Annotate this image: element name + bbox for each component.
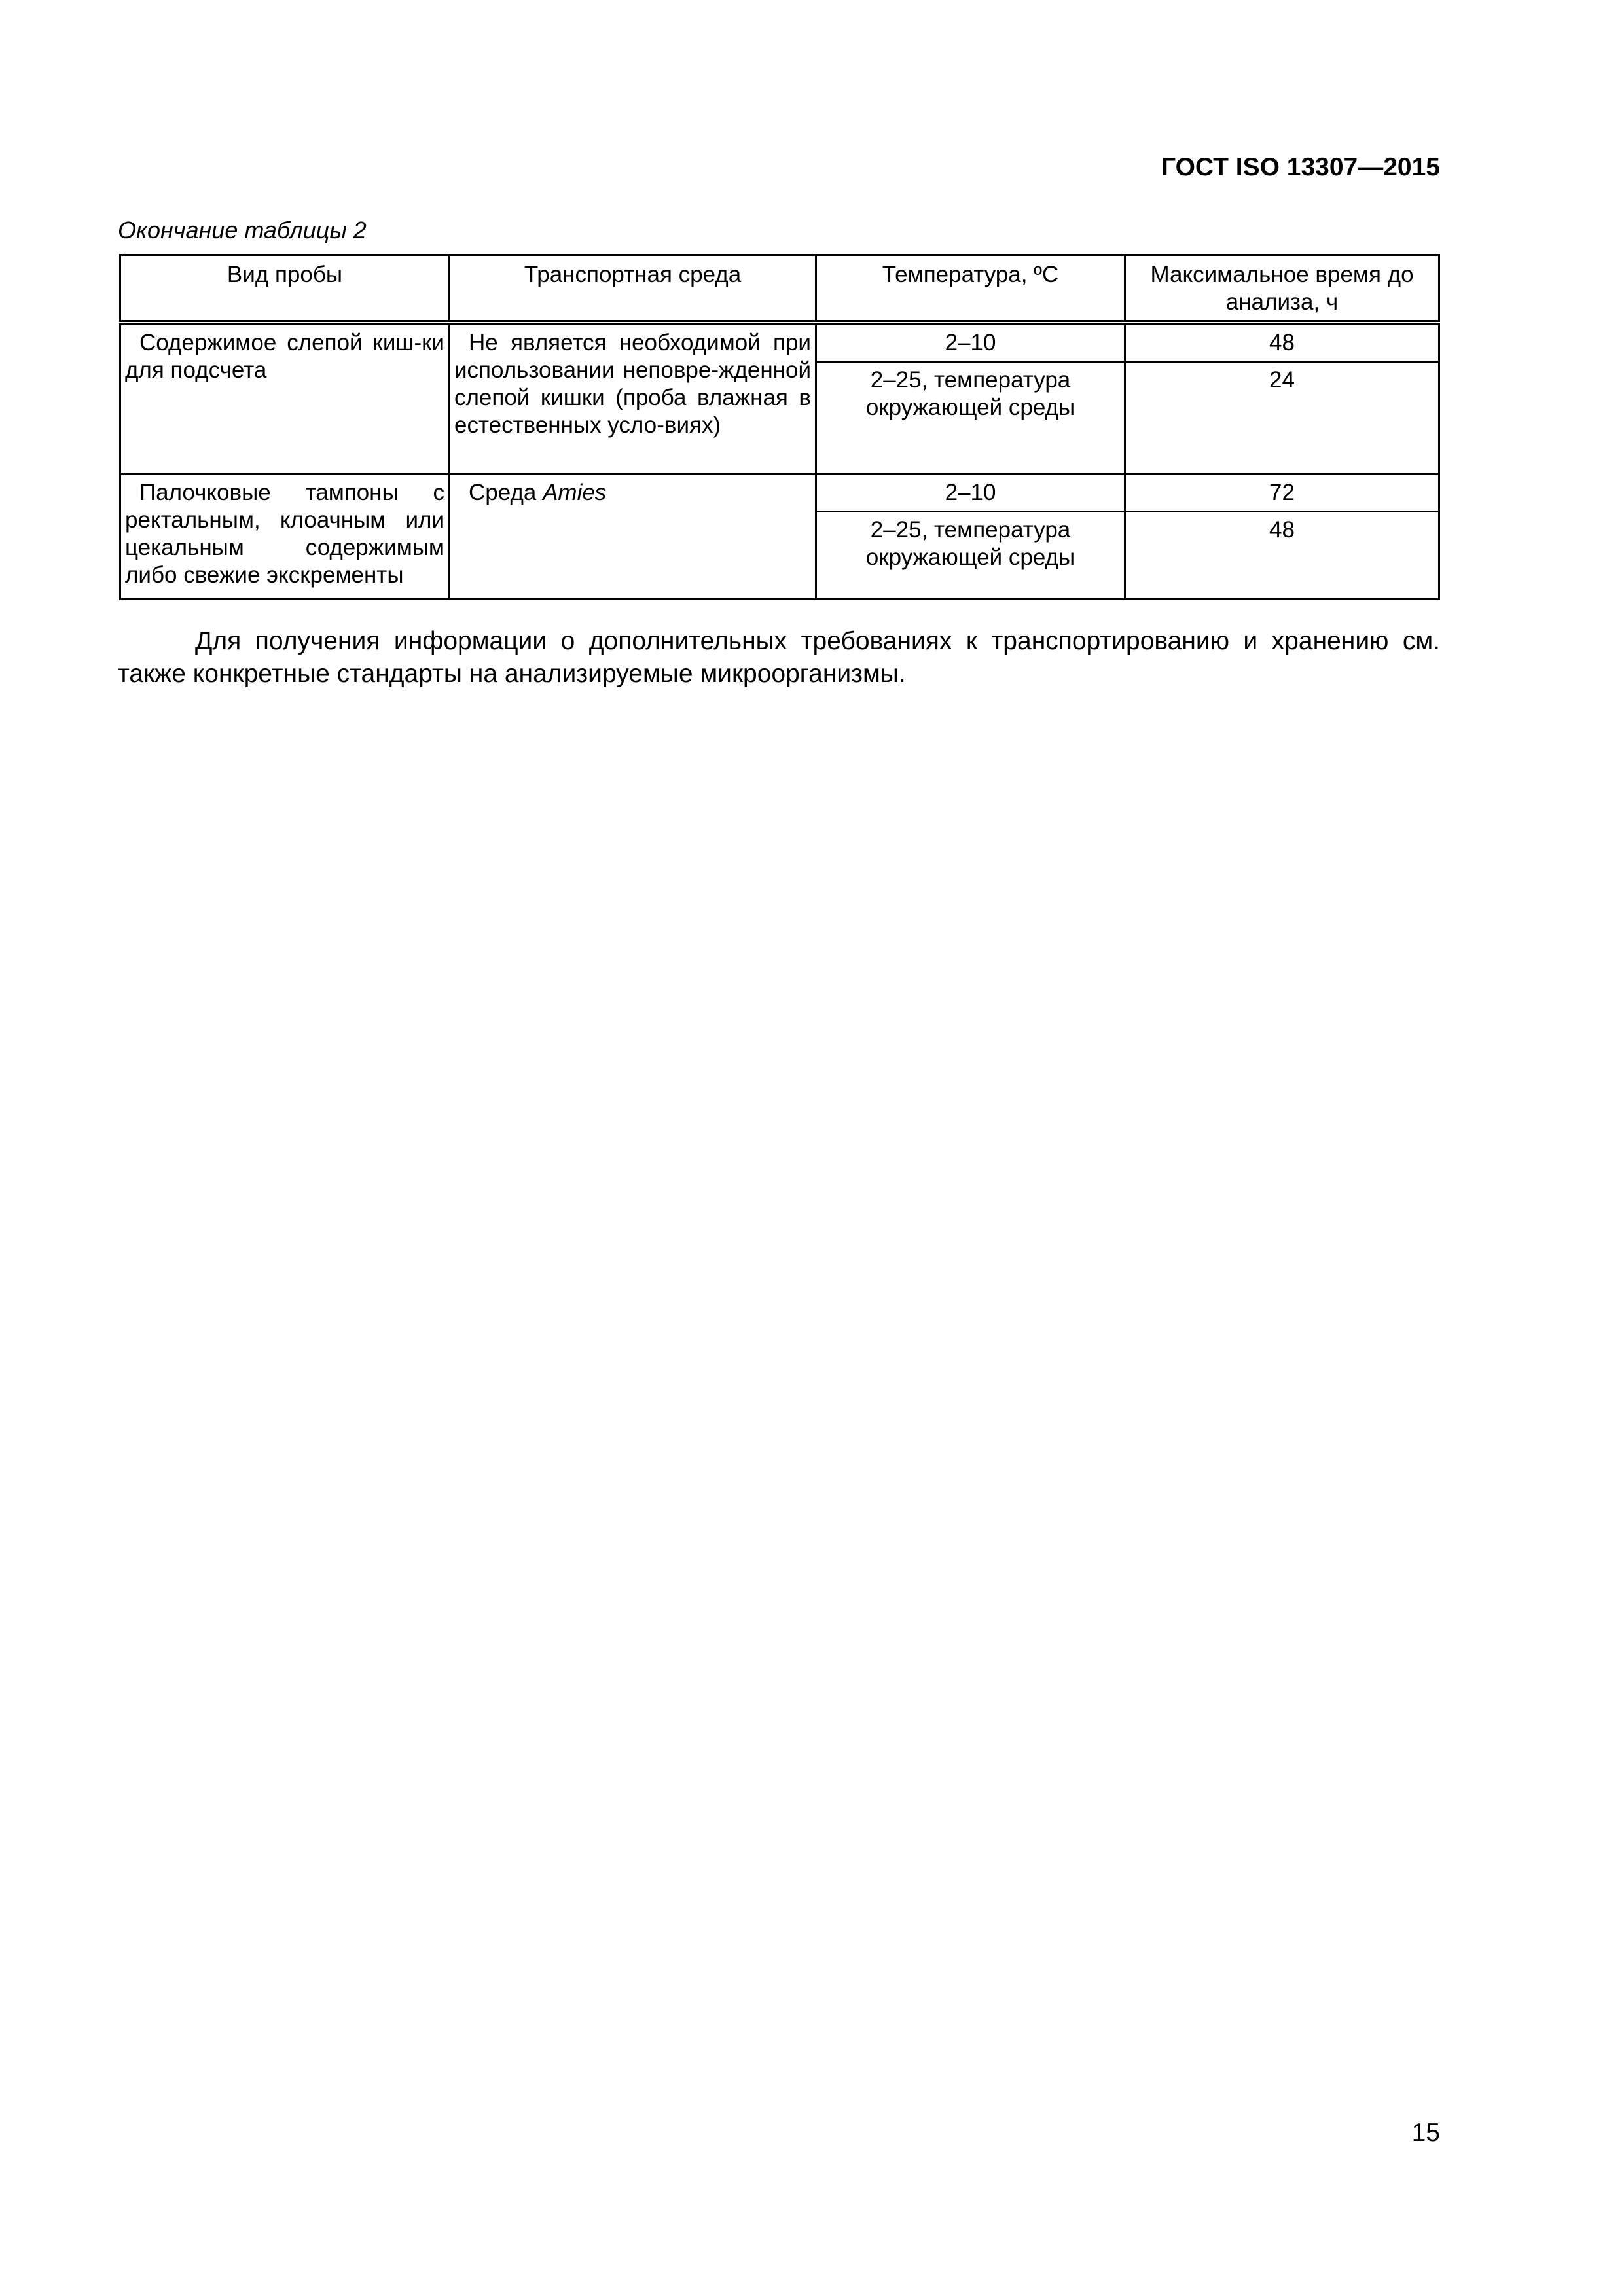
sample-transport-table [119, 254, 1440, 600]
column-header-max-time: Максимальное время до анализа, ч [1125, 255, 1439, 323]
sample-type-cell: Палочковые тампоны с ректальным, клоачным или цекальным содержимым либо свежие экскременты [120, 475, 450, 600]
table-header-row [120, 255, 1439, 323]
max-time-cell: 72 [1125, 475, 1439, 512]
transport-medium-italic: Amies [543, 480, 607, 505]
max-time-cell: 24 [1125, 362, 1439, 475]
temperature-cell: 2–10 [816, 475, 1125, 512]
table-caption: Окончание таблицы 2 [118, 217, 367, 243]
temperature-cell: 2–25, температура окружающей среды [816, 512, 1125, 600]
sample-type-cell: Содержимое слепой киш-ки для подсчета [120, 323, 450, 475]
page-number: 15 [1411, 2119, 1440, 2147]
max-time-cell: 48 [1125, 512, 1439, 600]
table-row [120, 475, 1439, 512]
max-time-cell: 48 [1125, 323, 1439, 362]
transport-medium-cell: Не является необходимой при использовании неповре-жденной слепой кишки (проба влажная в естественных усло-виях) [450, 323, 816, 475]
body-paragraph: Для получения информации о дополнительных требованиях к транспортированию и хранению см. также конкретные стандарты на анализируемые микроорганизмы. [118, 627, 1440, 688]
document-code-header: ГОСТ ISO 13307—2015 [1161, 153, 1440, 181]
column-header-temperature: Температура, ºС [816, 255, 1125, 323]
table-row [120, 323, 1439, 362]
transport-medium-prefix: Среда [469, 480, 537, 505]
column-header-transport-medium: Транспортная среда [450, 255, 816, 323]
temperature-cell: 2–25, температура окружающей среды [816, 362, 1125, 475]
column-header-sample-type: Вид пробы [120, 255, 450, 323]
temperature-cell: 2–10 [816, 323, 1125, 362]
transport-medium-cell [450, 475, 816, 600]
